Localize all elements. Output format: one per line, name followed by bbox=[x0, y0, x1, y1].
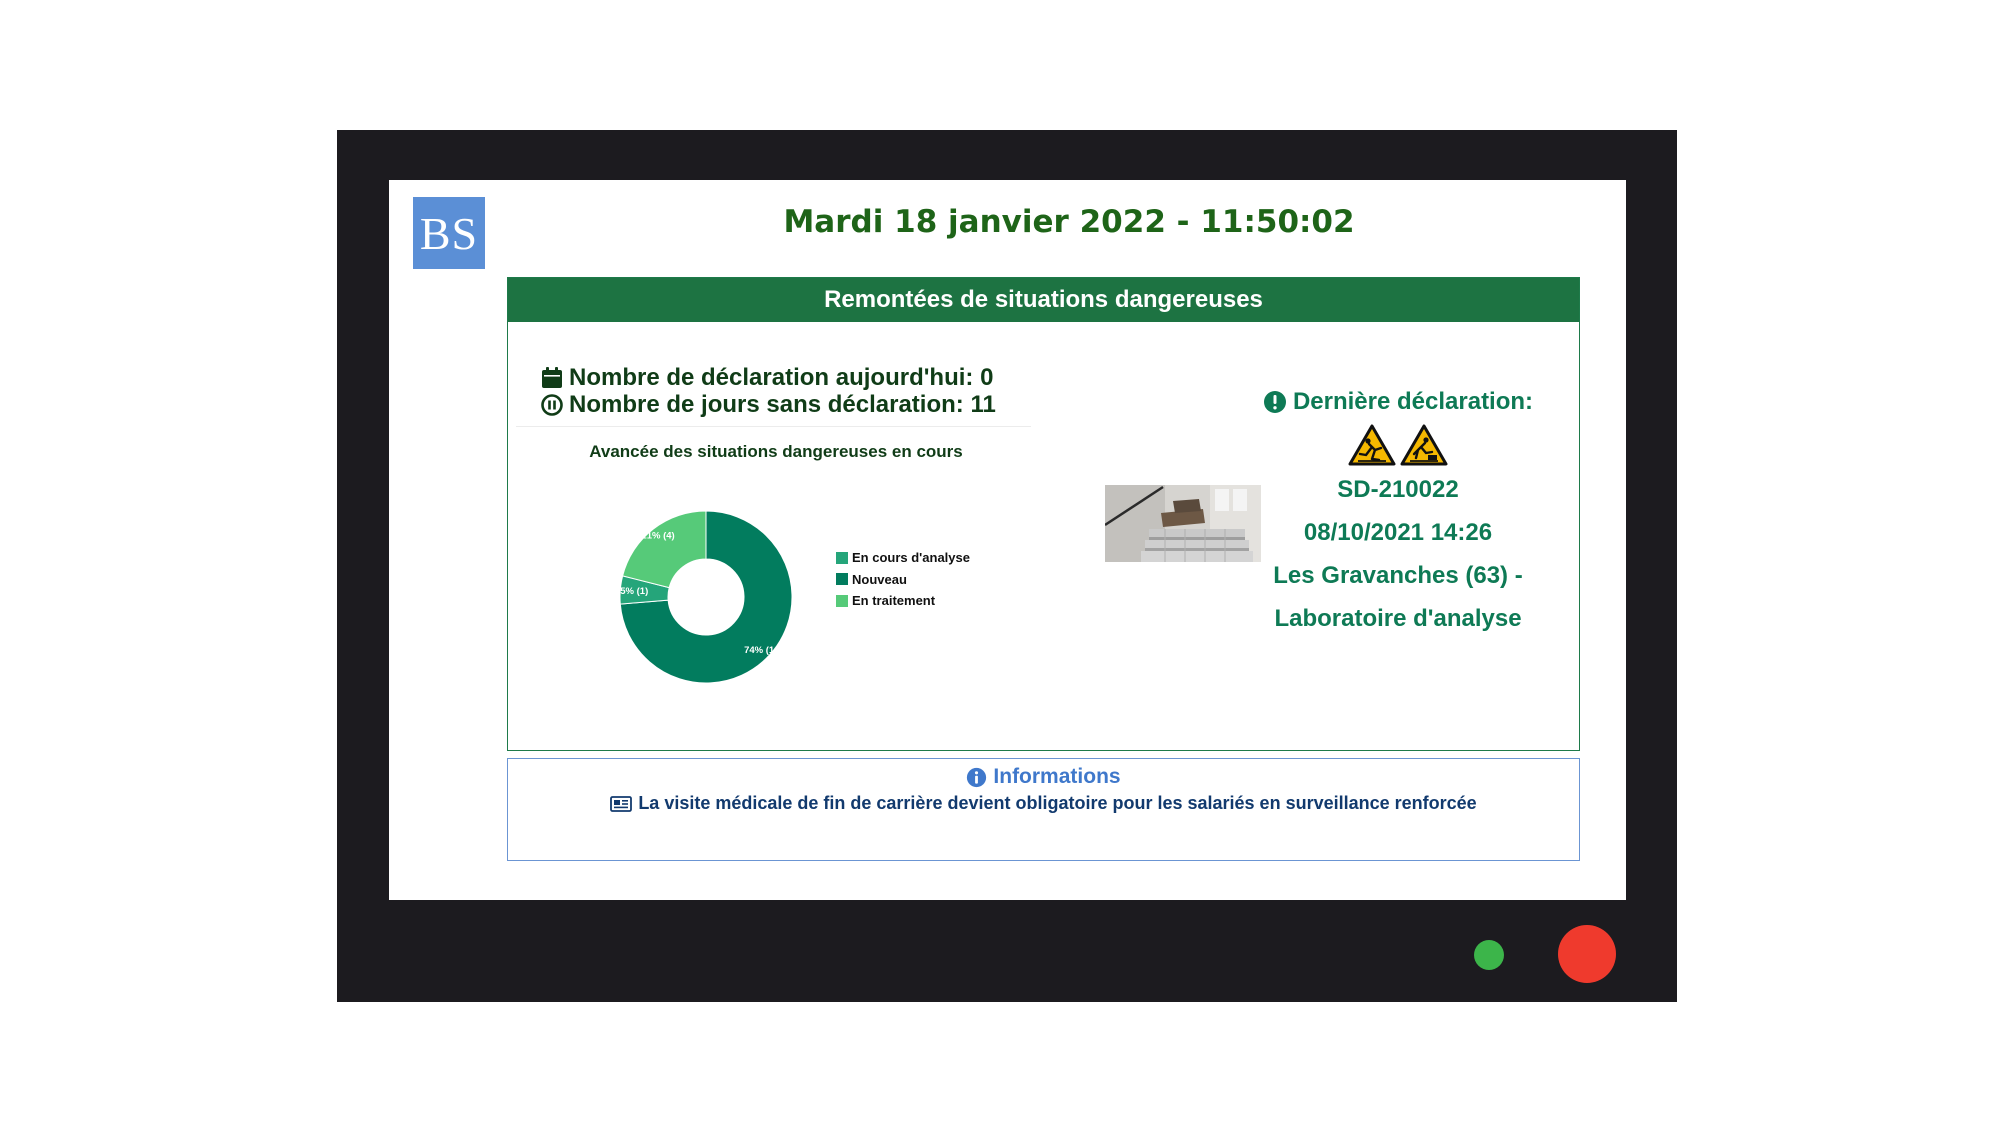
power-button-red[interactable] bbox=[1558, 925, 1616, 983]
info-message-text: La visite médicale de fin de carrière devient obligatoire pour les salariés en surveillance renforcée bbox=[638, 793, 1477, 813]
info-title bbox=[508, 765, 1579, 789]
stat-days bbox=[540, 391, 996, 418]
declaration-location-line1: Les Gravanches (63) - bbox=[1273, 562, 1523, 589]
stats-divider bbox=[516, 426, 1031, 427]
declaration-stats bbox=[540, 364, 996, 418]
last-declaration-title-text: Dernière déclaration: bbox=[1292, 388, 1534, 415]
donut-slice-label: 74% (14) bbox=[744, 644, 783, 656]
last-declaration bbox=[1258, 386, 1538, 640]
newspaper-icon bbox=[610, 796, 632, 812]
legend-swatch bbox=[836, 595, 848, 607]
dangerous-situations-panel bbox=[507, 277, 1580, 751]
calendar-icon bbox=[540, 366, 564, 390]
chart-title: Avancée des situations dangereuses en cours bbox=[589, 442, 963, 461]
current-datetime: Mardi 18 janvier 2022 - 11:50:02 bbox=[783, 204, 1355, 240]
stat-days-label: Nombre de jours sans déclaration: 11 bbox=[569, 391, 996, 418]
trip-hazard-icon bbox=[1400, 424, 1448, 466]
situations-donut-chart bbox=[586, 477, 826, 717]
legend-item[interactable] bbox=[836, 590, 970, 612]
company-logo: BS bbox=[413, 197, 485, 269]
donut-slice-en-traitement[interactable] bbox=[623, 511, 706, 588]
legend-item[interactable] bbox=[836, 569, 970, 591]
pause-circle-icon bbox=[540, 393, 564, 417]
hazard-icons bbox=[1258, 424, 1538, 468]
exclamation-circle-icon bbox=[1263, 390, 1287, 414]
chart-legend bbox=[836, 547, 970, 612]
legend-label: En cours d'analyse bbox=[852, 550, 970, 566]
legend-item[interactable] bbox=[836, 547, 970, 569]
stairs-photo-image bbox=[1105, 485, 1261, 562]
information-panel bbox=[507, 758, 1580, 861]
stat-today bbox=[540, 364, 996, 391]
power-indicator-green bbox=[1474, 940, 1504, 970]
panel-header: Remontées de situations dangereuses bbox=[508, 278, 1579, 322]
last-declaration-title bbox=[1258, 386, 1538, 418]
info-title-text: Informations bbox=[993, 765, 1121, 788]
legend-label: Nouveau bbox=[852, 571, 907, 587]
donut-slice-label: 21% (4) bbox=[641, 530, 675, 542]
info-circle-icon bbox=[966, 767, 987, 788]
slip-hazard-icon bbox=[1348, 424, 1396, 466]
legend-label: En traitement bbox=[852, 593, 936, 609]
declaration-location-line2: Laboratoire d'analyse bbox=[1274, 605, 1522, 632]
stat-today-label: Nombre de déclaration aujourd'hui: 0 bbox=[569, 364, 994, 391]
legend-swatch bbox=[836, 552, 848, 564]
legend-swatch bbox=[836, 573, 848, 585]
info-message bbox=[508, 793, 1579, 814]
declaration-id: SD-210022 bbox=[1337, 476, 1459, 503]
donut-slice-label: 5% (1) bbox=[620, 586, 649, 598]
declaration-date: 08/10/2021 14:26 bbox=[1303, 519, 1493, 546]
declaration-photo bbox=[1105, 485, 1261, 562]
display-screen bbox=[389, 180, 1626, 900]
